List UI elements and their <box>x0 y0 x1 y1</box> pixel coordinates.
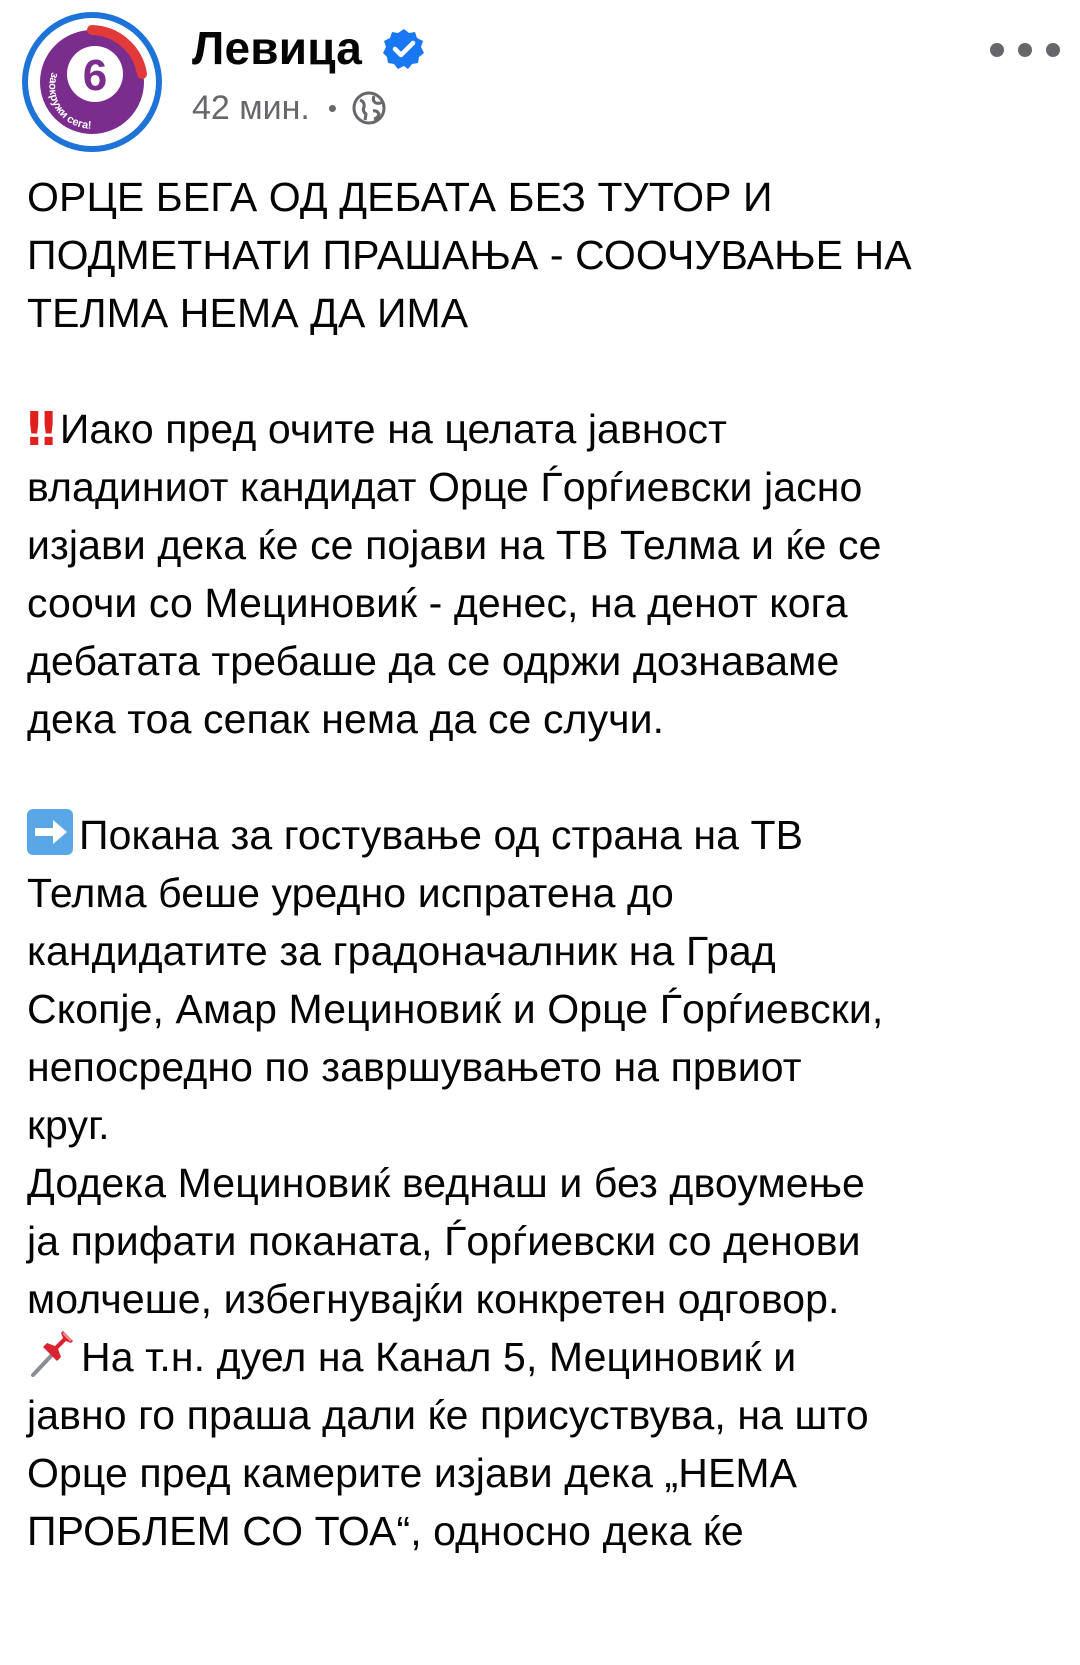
page-name[interactable]: Левица <box>192 22 363 74</box>
paragraph-gap <box>27 342 1057 400</box>
paragraph-line: дебатата требаше да се одржи дознаваме <box>27 638 840 684</box>
paragraph-line: ПРОБЛЕМ СО ТОА“, односно дека ќе <box>27 1508 744 1554</box>
paragraph-line: Орце пред камерите изјави дека „НЕМА <box>27 1450 798 1496</box>
post-timestamp[interactable]: 42 мин. <box>192 89 310 127</box>
paragraph-line: молчеше, избегнувајќи конкретен одговор. <box>27 1276 840 1322</box>
paragraph-line <box>27 400 1057 458</box>
paragraph-line: Скопје, Амар Мециновиќ и Орце Ѓорѓиевски, <box>27 986 884 1032</box>
more-dot <box>990 43 1004 57</box>
paragraph-line: Додека Мециновиќ веднаш и без двоумење <box>27 1160 865 1206</box>
post-title-line: ОРЦЕ БЕГА ОД ДЕБАТА БЕЗ ТУТОР И <box>27 174 773 220</box>
paragraph-line: изјави дека ќе се појави на ТВ Телма и ќе се <box>27 522 882 568</box>
paragraph-line: јавно го праша дали ќе присуствува, на што <box>27 1392 869 1438</box>
more-dot <box>1046 43 1060 57</box>
paragraph-gap <box>27 748 1057 806</box>
paragraph-line: Телма беше уредно испратена до <box>27 870 674 916</box>
levica-logo-icon <box>22 12 162 152</box>
more-options-button[interactable] <box>990 30 1060 70</box>
paragraph-text: Иако пред очите на целата јавност <box>59 406 727 452</box>
double-exclamation-icon: ‼ <box>27 402 50 456</box>
more-dot <box>1018 43 1032 57</box>
post-meta <box>192 86 387 130</box>
avatar-number: 6 <box>82 51 108 100</box>
globe-icon <box>351 90 387 126</box>
post-title-line: ТЕЛМА НЕМА ДА ИМА <box>27 290 469 336</box>
paragraph-line: ја прифати поканата, Ѓорѓиевски со денови <box>27 1218 861 1264</box>
post-text <box>27 168 1057 1560</box>
post-header <box>0 0 1080 160</box>
paragraph-line: непосредно по завршувањето на првиот <box>27 1044 802 1090</box>
verified-badge-icon <box>382 27 426 71</box>
paragraph-text: Покана за гостување од страна на ТВ <box>79 812 804 858</box>
paragraph-line: кандидатите за градоначалник на Град <box>27 928 776 974</box>
paragraph-line <box>27 1328 1057 1386</box>
avatar-ring-text: заокружи сега! <box>46 71 92 132</box>
pushpin-icon <box>27 1329 79 1379</box>
paragraph-line: владиниот кандидат Орце Ѓорѓиевски јасно <box>27 464 863 510</box>
page-avatar[interactable] <box>22 12 162 152</box>
paragraph-line: соочи со Мециновиќ - денес, на денот кога <box>27 580 848 626</box>
post-title-line: ПОДМЕТНАТИ ПРАШАЊА - СООЧУВАЊЕ НА <box>27 232 912 278</box>
paragraph-line: дека тоа сепак нема да се случи. <box>27 696 665 742</box>
paragraph-text: На т.н. дуел на Канал 5, Мециновиќ и <box>81 1334 797 1380</box>
arrow-right-icon <box>27 809 73 855</box>
paragraph-line: круг. <box>27 1102 110 1148</box>
paragraph-line <box>27 806 1057 864</box>
meta-separator: • <box>327 93 337 123</box>
